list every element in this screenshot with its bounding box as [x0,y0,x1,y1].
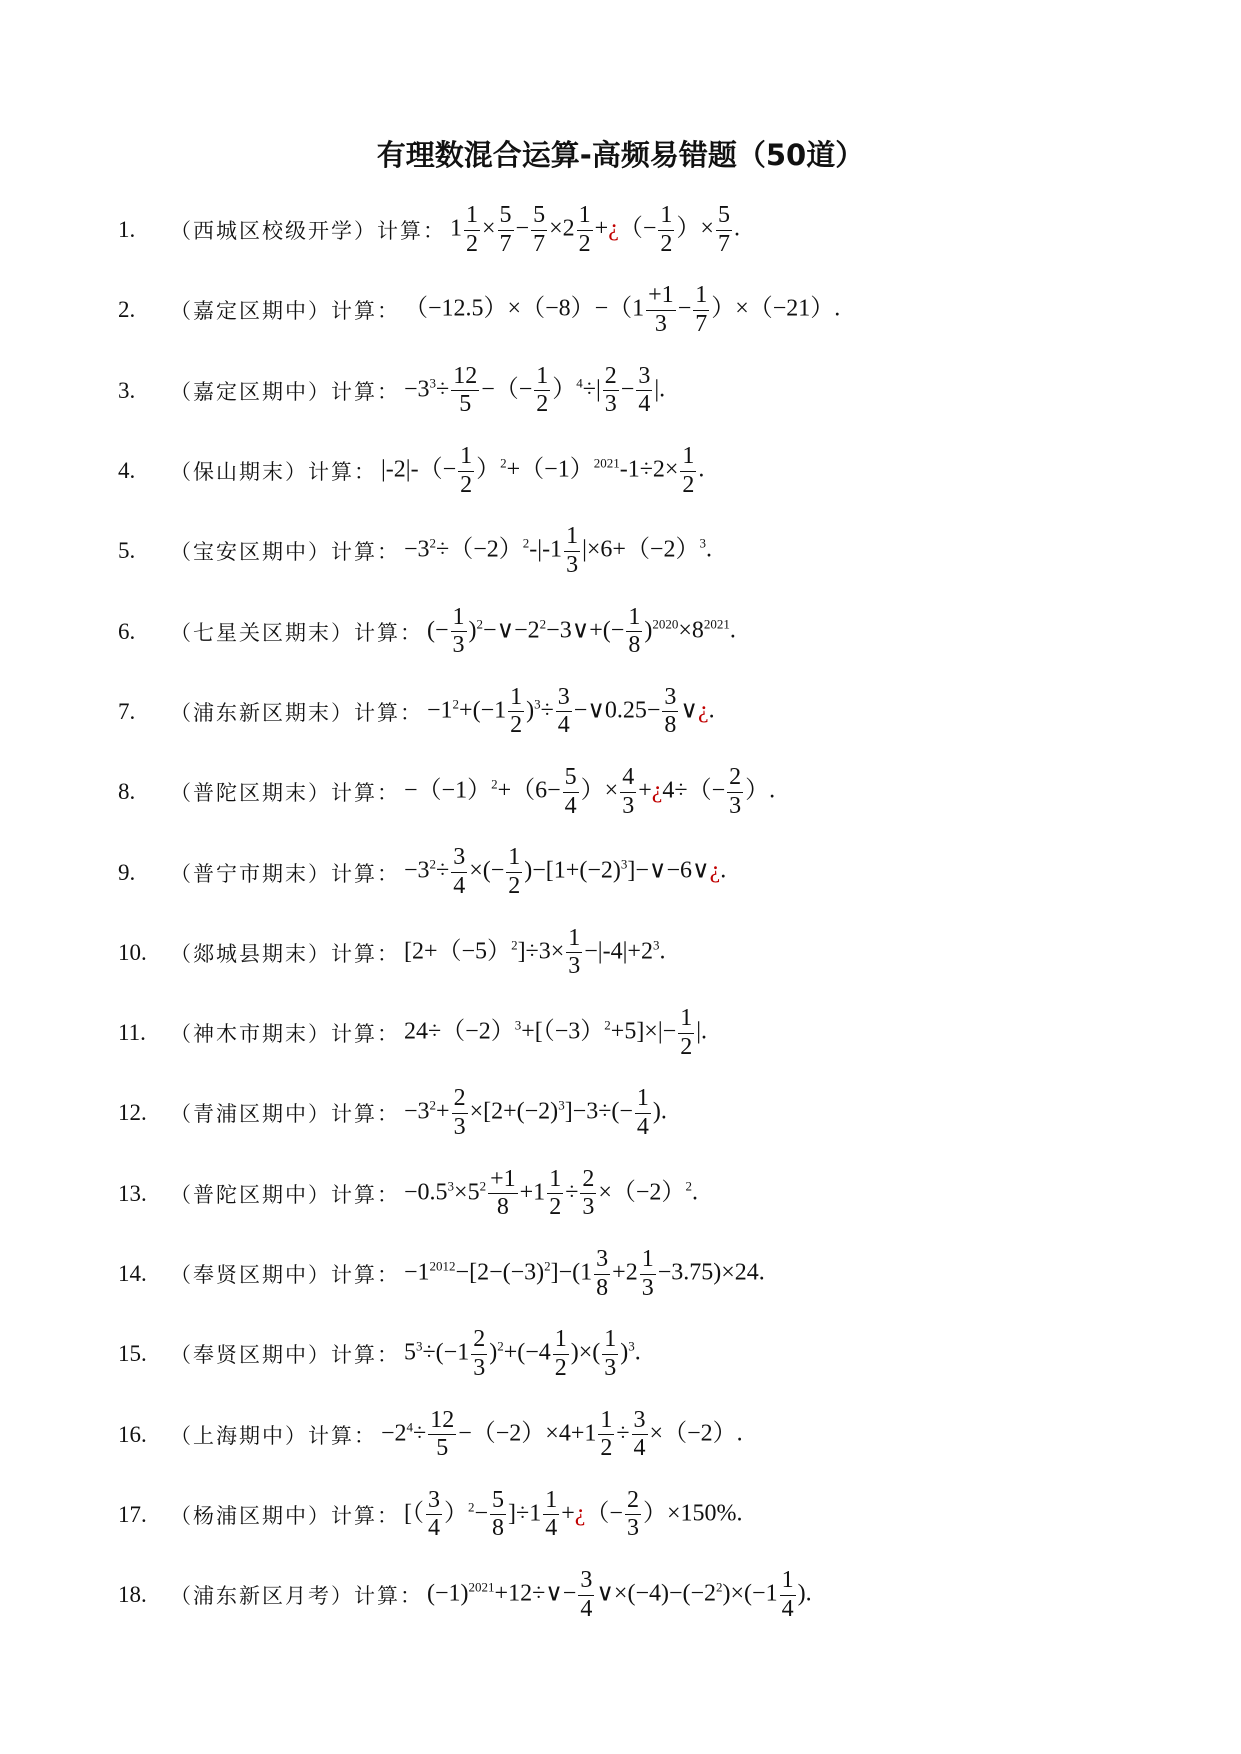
problem-expression: (− $\frac{1}{3}$ )$^2-\vee-2^2-3\vee+(-$ $\frac{1}{8}$ )$^{2020}\times 8^{2021}$. [427,603,736,659]
fraction [602,1326,618,1382]
exponent: 2020 [652,616,679,632]
exponent: 3 [514,1017,522,1033]
fraction-denominator: 3 [604,391,617,418]
problem-expression: （−12.5）×（−8）−（1 $\frac{+1}{3}$ − $\frac{1}{7}$ ）×（−21）. [404,282,841,337]
problem-number: 2. [118,297,136,323]
fraction [658,202,674,258]
fraction [578,1567,594,1623]
exponent: 2 [468,1499,475,1515]
problem-number: 3. [118,377,136,403]
fraction-numerator: 3 [594,1246,610,1275]
fraction [577,202,593,258]
exponent: 3 [447,1178,455,1194]
fraction-denominator: 4 [638,391,651,418]
exponent: 2 [429,857,437,873]
exponent: 2 [479,1178,487,1194]
fraction [662,684,678,740]
exponent: 2 [539,616,547,632]
question-mark-glyph: ¿ [698,697,709,724]
fraction [553,1326,569,1382]
exponent: 2 [604,1017,611,1033]
problem-source: （西城区校级开学） [170,219,377,244]
fraction-numerator: 2 [603,363,619,392]
exponent: 2 [716,1579,723,1595]
fraction-numerator: 1 [566,925,582,954]
exponent: 2 [491,776,498,792]
fraction [543,1487,559,1543]
fraction-numerator: 1 [458,443,474,472]
problem-number: 17. [118,1501,147,1527]
fraction [626,604,642,660]
fraction [556,684,572,740]
problem-source: （保山期末） [170,460,308,485]
exponent: 2 [511,937,518,953]
fraction [678,1005,694,1061]
fraction-numerator: 3 [451,844,467,873]
problem-expression: $5^3\div(-1$ $\frac{2}{3}$ )$^2$+(−4 $\frac{1}{2}$ )×( $\frac{1}{3}$ )$^3$. [404,1326,641,1381]
fraction-denominator: 3 [622,792,635,819]
fraction-numerator: 2 [471,1326,487,1355]
fraction-denominator: 3 [568,953,581,980]
problem-label: 计算： [308,1423,377,1448]
problem-label: 计算： [331,781,400,806]
fraction-denominator: 2 [600,1435,613,1462]
fraction [566,925,582,981]
exponent: 2 [429,1097,437,1113]
problem-expression: $-1^2+(-1$ $\frac{1}{2}$ )$^3$÷ $\frac{3}{4}$ −∨0.25− $\frac{3}{8}$ ∨¿. [427,683,715,739]
problem-source: （郯城县期末） [170,941,331,966]
problem-item [118,270,1178,350]
fraction-numerator: 2 [727,764,743,793]
problem-label: 计算： [331,861,400,886]
fraction-denominator: 4 [557,712,570,739]
fraction-numerator: 5 [490,1487,506,1516]
fraction [680,443,696,499]
exponent: 3 [558,1097,565,1113]
problem-expression: $-3^2+$ $\frac{2}{3}$ $\times[2+(-2)^3]-3\div(-$ $\frac{1}{4}$ ). [404,1085,667,1140]
fraction-numerator: 1 [678,1005,694,1034]
exponent: 2021 [593,455,620,471]
problem-number: 7. [118,698,136,724]
exponent: 3 [416,1338,423,1354]
fraction-denominator: 3 [641,1274,654,1301]
problem-label: 计算： [331,540,400,565]
exponent: 4 [406,1419,414,1435]
fraction-denominator: 4 [545,1515,558,1542]
fraction-numerator: 1 [780,1567,796,1596]
fraction-numerator: 1 [543,1487,559,1516]
fraction-numerator: 1 [506,844,522,873]
fraction [636,363,652,419]
fraction [563,764,579,820]
fraction-denominator: 5 [436,1435,449,1462]
fraction-denominator: 4 [564,792,577,819]
exponent: 2 [522,535,530,551]
fraction-numerator: 1 [693,282,709,311]
fraction-denominator: 4 [781,1595,794,1622]
fraction-denominator: 2 [549,1194,562,1221]
fraction-numerator: 1 [553,1326,569,1355]
problem-expression: [（ $\frac{3}{4}$ ）$^2$− $\frac{5}{8}$ ]÷1 $\frac{1}{4}$ +¿（− $\frac{2}{3}$ ）×150%. [404,1486,743,1542]
fraction-denominator: 3 [566,551,579,578]
problem-number: 14. [118,1261,147,1286]
problem-source: （嘉定区期中） [170,299,331,324]
problem-item [118,752,1178,832]
fraction-numerator: 2 [452,1085,468,1114]
problem-expression: |-2|-（− $\frac{1}{2}$ ）$^2+(-1)^{2021}-1\div 2\times$ $\frac{1}{2}$ . [381,442,705,498]
fraction [464,202,480,258]
exponent: 3 [652,937,660,953]
fraction [506,844,522,900]
fraction-numerator: 1 [598,1407,614,1436]
fraction-denominator: 2 [682,471,695,498]
fraction-numerator: 1 [451,604,467,633]
fraction-denominator: 7 [533,230,546,257]
fraction-numerator: 4 [620,764,636,793]
problem-label: 计算： [331,1343,400,1368]
fraction-numerator: 5 [563,764,579,793]
question-mark-glyph: ¿ [608,215,619,242]
exponent: 2012 [429,1258,456,1274]
fraction [564,523,580,579]
problem-number: 4. [118,458,136,484]
fraction [727,764,743,820]
problem-number: 6. [118,618,136,644]
fraction-denominator: 4 [453,873,466,900]
fraction-numerator: 1 [564,523,580,552]
problem-source: （上海期中） [170,1423,308,1448]
problem-label: 计算： [377,219,446,244]
problem-label: 计算： [331,1263,400,1287]
problem-source: （七星关区期末） [170,620,354,645]
fraction [620,764,636,820]
fraction [693,282,709,338]
fraction [508,684,524,740]
exponent: 4 [576,375,583,391]
fraction-denominator: 7 [499,230,512,257]
fraction-denominator: 8 [664,712,677,739]
problem-expression: $24\div(-2)^3+[(-3)^2+5]\times|-$ $\frac{1}{2}$ |. [404,1005,707,1060]
fraction [534,363,550,419]
fraction-denominator: 2 [510,712,523,739]
problem-source: （浦东新区月考） [170,1584,354,1609]
fraction-numerator: 3 [556,684,572,713]
fraction-denominator: 4 [580,1595,593,1622]
exponent: 2021 [468,1579,495,1595]
problem-number: 5. [118,538,136,564]
fraction-numerator: 1 [508,684,524,713]
fraction [451,363,479,419]
fraction [531,202,547,258]
fraction-denominator: 4 [633,1435,646,1462]
fraction [716,202,732,258]
fraction-denominator: 3 [473,1354,486,1381]
problem-label: 计算： [331,941,400,966]
exponent: 3 [429,375,437,391]
fraction [646,282,676,338]
problem-label: 计算： [331,1182,400,1207]
exponent: 2 [685,1178,692,1194]
exponent: 2 [497,1338,504,1354]
fraction [452,1085,468,1141]
exponent: 2 [429,535,437,551]
fraction [490,1487,506,1543]
problem-source: （杨浦区期中） [170,1503,331,1528]
fraction-denominator: 3 [452,632,465,659]
problem-number: 10. [118,939,147,965]
fraction-denominator: 3 [453,1113,466,1140]
problem-expression: $-3^2\div$ $\frac{3}{4}$ ×(− $\frac{1}{2}$ )$-[1+(-2)^3]-\vee-6\vee¿$. [404,844,727,900]
exponent: 3 [620,857,628,873]
question-mark-glyph: ¿ [574,1500,586,1527]
problem-source: （奉贤区期中） [170,1263,331,1287]
fraction-numerator: 1 [658,202,674,231]
problem-number: 13. [118,1180,147,1206]
problem-number: 8. [118,779,136,805]
fraction-numerator: 1 [577,202,593,231]
problem-item [118,913,1178,993]
fraction-denominator: 8 [492,1515,505,1542]
fraction-denominator: 8 [596,1274,609,1301]
fraction-denominator: 2 [508,873,521,900]
problem-label: 计算： [331,379,400,404]
problem-number: 15. [118,1341,147,1367]
problem-source: （普陀区期中） [170,1182,331,1207]
exponent: 2 [476,616,484,632]
fraction-numerator: 3 [662,684,678,713]
fraction [451,844,467,900]
problem-expression: $[2+(-5)^2]\div 3\times$ $\frac{1}{3}$ $-|-4|+2^3$. [404,924,666,980]
fraction-numerator: 1 [626,604,642,633]
fraction-denominator: 2 [680,1033,693,1060]
fraction-numerator: 1 [640,1246,656,1275]
problem-source: （普陀区期末） [170,781,331,806]
fraction-denominator: 2 [578,230,591,257]
fraction [632,1407,648,1463]
problem-item [118,1154,1178,1234]
page-title: 有理数混合运算-高频易错题（50道） [376,138,865,172]
fraction-numerator: 3 [632,1407,648,1436]
fraction-denominator: 3 [654,310,667,337]
question-mark-glyph: ¿ [651,777,663,804]
problem-label: 计算： [331,1503,400,1528]
problem-item [118,1234,1178,1314]
problem-label: 计算： [354,620,423,645]
problem-item [118,431,1178,511]
fraction-denominator: 5 [459,391,472,418]
exponent: 3 [534,696,541,712]
problem-expression: $-1^{2012}-[2-(-3)^2]-(1$ $\frac{3}{8}$ +2 $\frac{1}{3}$ −3.75)×24. [404,1245,765,1301]
problem-number: 9. [118,859,136,885]
problem-expression: $-3^3\div$ $\frac{12}{5}$ −（− $\frac{1}{2}$ ）$^4$÷| $\frac{2}{3}$ − $\frac{3}{4}$ |. [404,362,666,418]
fraction-numerator: 2 [580,1166,596,1195]
fraction-numerator: 3 [426,1487,442,1516]
fraction [603,363,619,419]
problem-label: 计算： [354,700,423,725]
problem-source: （嘉定区期中） [170,379,331,404]
fraction [426,1487,442,1543]
fraction-denominator: 7 [717,230,730,257]
problem-item [118,1394,1178,1474]
fraction-numerator: 3 [578,1567,594,1596]
problem-source: （青浦区期中） [170,1102,331,1127]
fraction-numerator: 2 [625,1487,641,1516]
problem-item [118,351,1178,431]
fraction-denominator: 3 [582,1194,595,1221]
problem-source: （宝安区期中） [170,540,331,565]
fraction-numerator: 3 [636,363,652,392]
fraction-numerator: 12 [428,1407,456,1436]
problem-expression: $-2^4\div$ $\frac{12}{5}$ −（−2）×4+1 $\frac{1}{2}$ ÷ $\frac{3}{4}$ ×（−2）. [381,1406,743,1462]
problem-item [118,1475,1178,1555]
fraction-numerator: 1 [680,443,696,472]
problem-expression: $-0.5^3\times 5^2$ $\frac{+1}{8}$ +1 $\frac{1}{2}$ ÷ $\frac{2}{3}$ $\times(-2)^2$. [404,1165,698,1221]
exponent: 2021 [703,616,730,632]
fraction [625,1487,641,1543]
fraction [428,1407,456,1463]
fraction-denominator: 2 [554,1354,567,1381]
problem-number: 16. [118,1421,147,1447]
exponent: 2 [544,1258,551,1274]
fraction [780,1567,796,1623]
problem-expression: $-(-1)^2+(6-$ $\frac{5}{4}$ ）× $\frac{4}{3}$ +¿4÷（− $\frac{2}{3}$ ）. [404,764,776,819]
problem-item [118,1555,1178,1635]
problem-number: 1. [118,217,136,243]
problem-item [118,1073,1178,1153]
fraction-numerator: 5 [531,202,547,231]
problem-number: 12. [118,1100,147,1126]
fraction-numerator: 1 [635,1085,651,1114]
problem-expression: 1 $\frac{1}{2}$ × $\frac{5}{7}$ − $\frac{5}{7}$ ×2 $\frac{1}{2}$ +¿（− $\frac{1}{2}$ ）× $\frac{5}{7}$ . [450,202,740,257]
fraction-numerator: +1 [488,1166,518,1195]
problem-item [118,190,1178,270]
fraction-denominator: 3 [604,1354,617,1381]
problem-label: 计算： [331,1022,400,1047]
problem-source: （普宁市期末） [170,861,331,886]
fraction-denominator: 2 [660,230,673,257]
problem-item [118,1314,1178,1394]
problem-label: 计算： [331,1102,400,1127]
fraction-numerator: 12 [451,363,479,392]
fraction-numerator: 1 [534,363,550,392]
problem-expression: $(-1)^{2021}+12\div\vee-$ $\frac{3}{4}$ $\vee\times(-4)-(-2^2)\times(-1$ $\frac{1}{4}$ ). [427,1567,812,1622]
fraction-numerator: 5 [716,202,732,231]
fraction-denominator: 8 [496,1194,509,1221]
fraction-numerator: 1 [602,1326,618,1355]
fraction [547,1166,563,1222]
fraction [635,1085,651,1141]
problem-item [118,993,1178,1073]
problem-number: 11. [118,1020,146,1046]
problem-item [118,832,1178,912]
fraction [598,1407,614,1463]
fraction-numerator: 1 [464,202,480,231]
question-mark-glyph: ¿ [709,858,721,885]
fraction-denominator: 7 [695,310,708,337]
exponent: 2 [500,455,507,471]
problem-number: 18. [118,1582,147,1608]
fraction-denominator: 3 [729,792,742,819]
fraction-numerator: +1 [646,282,676,311]
fraction [580,1166,596,1222]
fraction [640,1246,656,1302]
fraction [458,443,474,499]
fraction-denominator: 4 [428,1515,440,1542]
problem-label: 计算： [331,299,400,324]
problem-label: 计算： [308,460,377,485]
fraction-denominator: 2 [466,230,478,257]
exponent: 3 [628,1338,635,1354]
exponent: 2 [452,696,460,712]
fraction-denominator: 3 [626,1515,639,1542]
fraction [594,1246,610,1302]
exponent: 3 [699,535,706,551]
problem-source: （神木市期末） [170,1022,331,1047]
problem-list [118,190,1178,1635]
problem-item [118,511,1178,591]
fraction-denominator: 2 [536,391,549,418]
problem-item [118,591,1178,671]
fraction [488,1166,518,1222]
problem-expression: $-3^2\div(-2)^2-|-1$ $\frac{1}{3}$ $|\times 6+(-2)^3$. [404,523,712,578]
fraction-numerator: 1 [547,1166,563,1195]
fraction-numerator: 5 [498,202,514,231]
problem-label: 计算： [354,1584,423,1609]
fraction [451,604,467,660]
fraction [471,1326,487,1382]
problem-source: （浦东新区期末） [170,700,354,725]
problem-source: （奉贤区期中） [170,1343,331,1368]
problem-item [118,672,1178,752]
fraction [498,202,514,258]
fraction-denominator: 2 [460,471,473,498]
fraction-denominator: 8 [628,632,641,659]
fraction-denominator: 4 [636,1113,649,1140]
